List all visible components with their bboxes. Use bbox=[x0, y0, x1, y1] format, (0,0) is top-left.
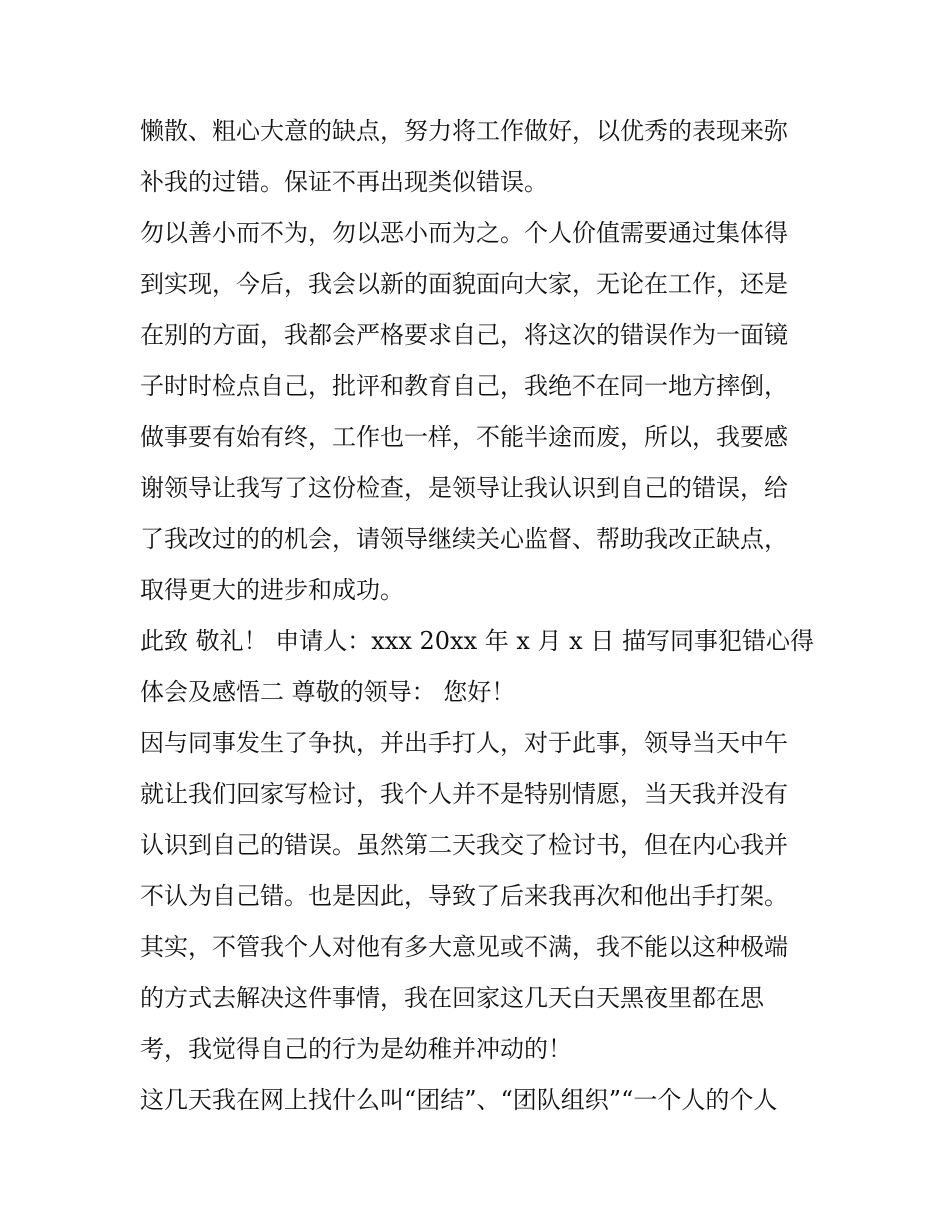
document-body bbox=[140, 106, 820, 1126]
text-line: 取得更大的进步和成功。 bbox=[140, 576, 404, 604]
text-line: 勿以善小而不为，勿以恶小而为之。个人价值需要通过集体得 bbox=[140, 219, 788, 247]
text-line: 做事要有始有终，工作也一样，不能半途而废，所以，我要感 bbox=[140, 423, 788, 451]
text-line: 了我改过的的机会，请领导继续关心监督、帮助我改正缺点， bbox=[140, 525, 788, 553]
text-line: 不认为自己错。也是因此，导致了后来我再次和他出手打架。 bbox=[140, 882, 788, 910]
text-line: 在别的方面，我都会严格要求自己，将这次的错误作为一面镜 bbox=[140, 321, 788, 349]
text-line: 因与同事发生了争执，并出手打人，对于此事，领导当天中午 bbox=[140, 729, 788, 757]
text-line: 子时时检点自己，批评和教育自己，我绝不在同一地方摔倒， bbox=[140, 372, 788, 400]
text-line: 此致 敬礼！ 申请人：xxx 20xx 年 x 月 x 日 描写同事犯错心得 bbox=[140, 627, 814, 655]
text-line: 体会及感悟二 尊敬的领导： 您好！ bbox=[140, 678, 516, 706]
text-line: 谢领导让我写了这份检查，是领导让我认识到自己的错误，给 bbox=[140, 474, 788, 502]
text-line: 这几天我在网上找什么叫“团结”、“团队组织”“一个人的个人 bbox=[140, 1086, 778, 1114]
text-line: 就让我们回家写检讨，我个人并不是特别情愿，当天我并没有 bbox=[140, 780, 788, 808]
text-line: 懒散、粗心大意的缺点，努力将工作做好，以优秀的表现来弥 bbox=[140, 117, 788, 145]
text-line: 认识到自己的错误。虽然第二天我交了检讨书，但在内心我并 bbox=[140, 831, 788, 859]
text-line: 考，我觉得自己的行为是幼稚并冲动的！ bbox=[140, 1035, 572, 1063]
text-line: 补我的过错。保证不再出现类似错误。 bbox=[140, 168, 548, 196]
text-line: 的方式去解决这件事情，我在回家这几天白天黑夜里都在思 bbox=[140, 984, 764, 1012]
text-line: 到实现，今后，我会以新的面貌面向大家，无论在工作，还是 bbox=[140, 270, 788, 298]
text-line: 其实，不管我个人对他有多大意见或不满，我不能以这种极端 bbox=[140, 933, 788, 961]
